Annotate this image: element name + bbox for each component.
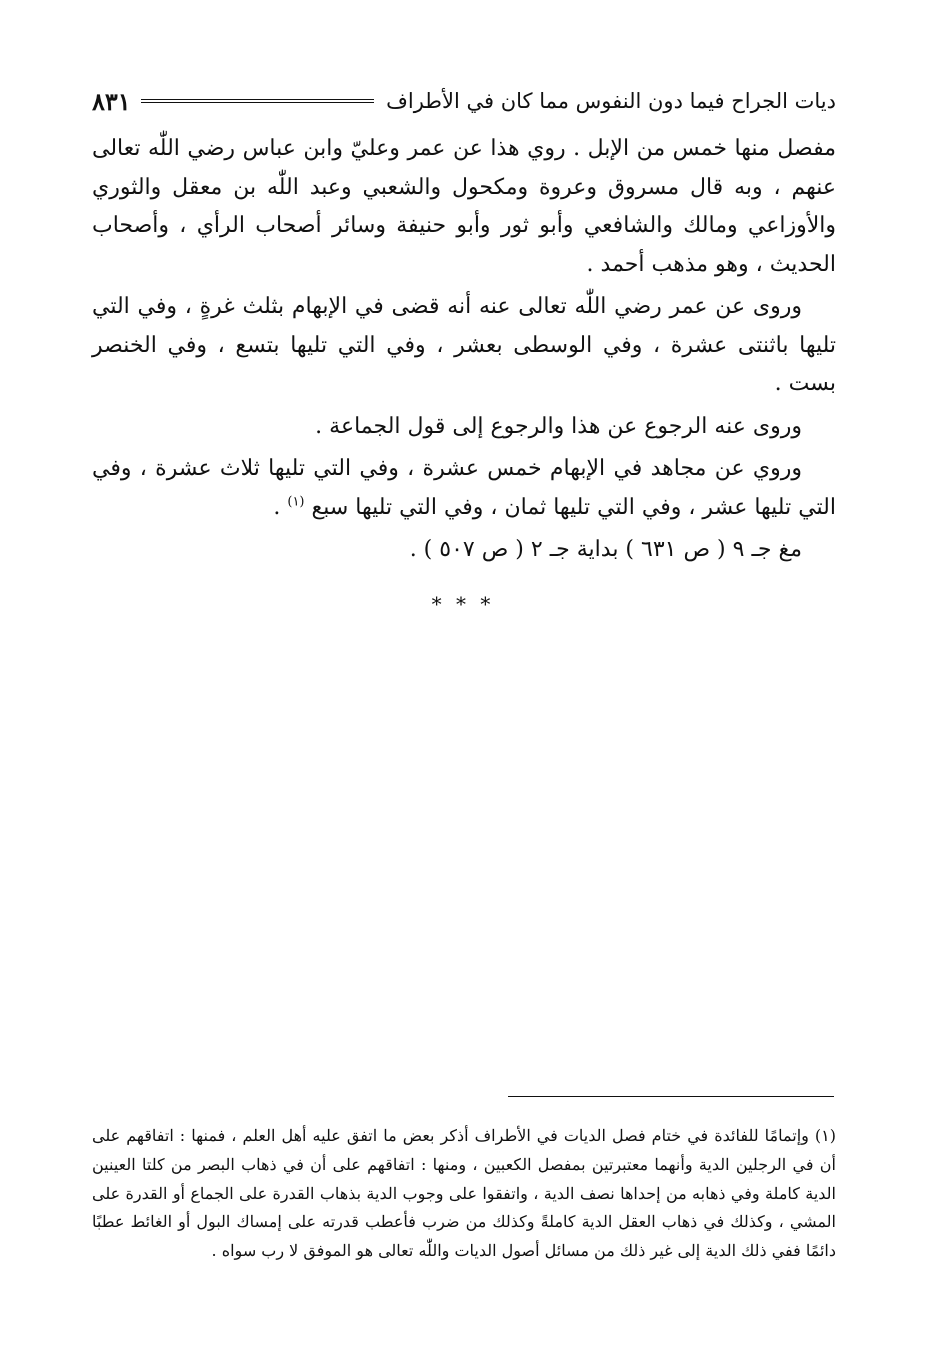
- paragraph-1: مفصل منها خمس من الإبل . روي هذا عن عمر وعليّ وابن عباس رضي اللّٰه تعالى عنهم ، وبه قال مسروق وعروة ومكحول والشعبي وعبد اللّٰه بن معقل والثوري والأوزاعي ومالك والشافعي وأبو ثور وأبو حنيفة وسائر أصحاب الرأي ، وأصحاب الحديث ، وهو مذهب أحمد .: [92, 136, 836, 277]
- chapter-title: ديات الجراح فيما دون النفوس مما كان في الأطراف: [386, 89, 836, 113]
- footnote-1: (١) وإتمامًا للفائدة في ختام فصل الديات في الأطراف أذكر بعض ما اتفق عليه أهل العلم ، فمنها : اتفاقهم على أن في الرجلين الدية وأنهما معتبرتين بمفصل الكعبين ، ومنها : اتفاقهم على أن في ذهاب البصر من كلتا العينين الدية كاملة وفي ذهابه من إحداها نصف الدية ، واتفقوا على وجوب الدية بذهاب القدرة على الجماع أو القدرة على المشي ، وكذلك في ذهاب العقل الدية كاملةً وكذلك من ضرب فأعطب قدرته على إمساك البول أو الغائط عطبًا دائمًا ففي ذلك الدية إلى غير ذلك من مسائل أصول الديات واللّٰه تعالى هو الموفق لا رب سواه .: [92, 1126, 837, 1261]
- page-number: ٨٣١: [92, 86, 131, 116]
- paragraph-4-text: وروي عن مجاهد في الإبهام خمس عشرة ، وفي التي تليها ثلاث عشرة ، وفي التي تليها عشر ، وفي التي تليها ثمان ، وفي التي تليها سبع: [92, 456, 836, 520]
- paragraph-3: وروى عنه الرجوع عن هذا والرجوع إلى قول الجماعة .: [315, 413, 802, 439]
- footnote-rule: [508, 1096, 834, 1097]
- footnotes: [92, 1122, 836, 1266]
- paragraph-4: [92, 450, 836, 527]
- footnote-marker: (١): [287, 494, 305, 510]
- source-reference: مغ جـ ٩ ( ص ٦٣١ ) بداية جـ ٢ ( ص ٥٠٧ ) .: [409, 537, 802, 562]
- main-text: [92, 130, 836, 574]
- header-rule: [141, 99, 374, 103]
- paragraph-4-end: .: [273, 494, 288, 520]
- paragraph-2: وروى عن عمر رضي اللّٰه تعالى عنه أنه قضى في الإبهام بثلث غرةٍ ، وفي التي تليها باثنتى عشرة ، وفي الوسطى بعشر ، وفي التي تليها بتسع ، وفي الخنصر بست .: [92, 294, 837, 396]
- section-separator: * * *: [431, 592, 495, 616]
- running-header: [92, 86, 836, 116]
